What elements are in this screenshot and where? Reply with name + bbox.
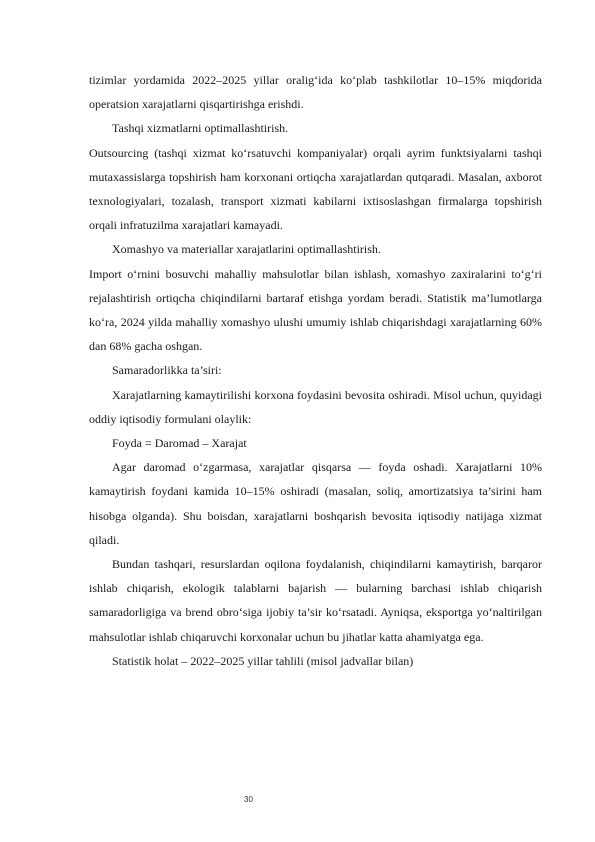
paragraph-profit-increase: Xarajatlarning kamaytirilishi korxona foydasini bevosita oshiradi. Misol uchun, quyidagi oddiy iqtisodiy formulani olaylik: [89, 387, 542, 426]
paragraph-outsourcing: Outsourcing (tashqi xizmat ko‘rsatuvchi kompaniyalar) orqali ayrim funktsiyalarni tashqi mutaxassislarga topshirish ham korxonani ortiqcha xarajatlardan qutqaradi. Masalan, axborot texnologiyalari, tozalash, transport xizmati kabilarni ixtisoslashgan firmalarga topshirish orqali infratuzilma xarajatlari kamayadi. [89, 145, 542, 233]
paragraph-resource-efficiency: Bundan tashqari, resurslardan oqilona foydalanish, chiqindilarni kamaytirish, barqaror ishlab chiqarish, ekologik talablarni bajarish — bularning barchasi ishlab chiqarish samaradorligiga va brend obro‘siga ijobiy ta’sir ko‘rsatadi. Ayniqsa, eksportga yo‘naltirilgan mahsulotlar ishlab chiqaruvchi korxonalar uchun bu jihatlar katta ahamiyatga ega. [89, 557, 542, 644]
heading-outsourcing-optimization: Tashqi xizmatlarni optimallashtirish. [112, 121, 289, 136]
formula-profit: Foyda = Daromad – Xarajat [112, 436, 247, 451]
page-number: 30 [244, 795, 253, 804]
paragraph-profit-example: Agar daromad o‘zgarmasa, xarajatlar qisqarsa — foyda oshadi. Xarajatlarni 10% kamaytirish foydani kamida 10–15% oshiradi (masalan, soliq, amortizatsiya ta’sirini ham hisobga olganda). Shu boisdan, xarajatlarni boshqarish bevosita iqtisodiy natijaga xizmat qiladi. [89, 460, 542, 547]
paragraph-import-substitution: Import o‘rnini bosuvchi mahalliy mahsulotlar bilan ishlash, xomashyo zaxiralarini to‘g‘ri rejalashtirish ortiqcha chiqindilarni bartaraf etishga yordam beradi. Statistik ma’lumotlarga ko‘ra, 2024 yilda mahalliy xomashyo ulushi umumiy ishlab chiqarishdagi xarajatlarning 60% dan 68% gacha oshgan. [89, 266, 542, 354]
heading-efficiency-impact: Samaradorlikka ta’siri: [112, 363, 222, 378]
heading-raw-materials-optimization: Xomashyo va materiallar xarajatlarini optimallashtirish. [112, 242, 381, 257]
paragraph-cost-reduction-result: tizimlar yordamida 2022–2025 yillar oralig‘ida ko‘plab tashkilotlar 10–15% miqdorida operatsion xarajatlarni qisqartirishga erishdi. [89, 73, 542, 112]
heading-statistics-analysis: Statistik holat – 2022–2025 yillar tahlili (misol jadvallar bilan) [112, 653, 414, 668]
document-body [89, 68, 542, 673]
